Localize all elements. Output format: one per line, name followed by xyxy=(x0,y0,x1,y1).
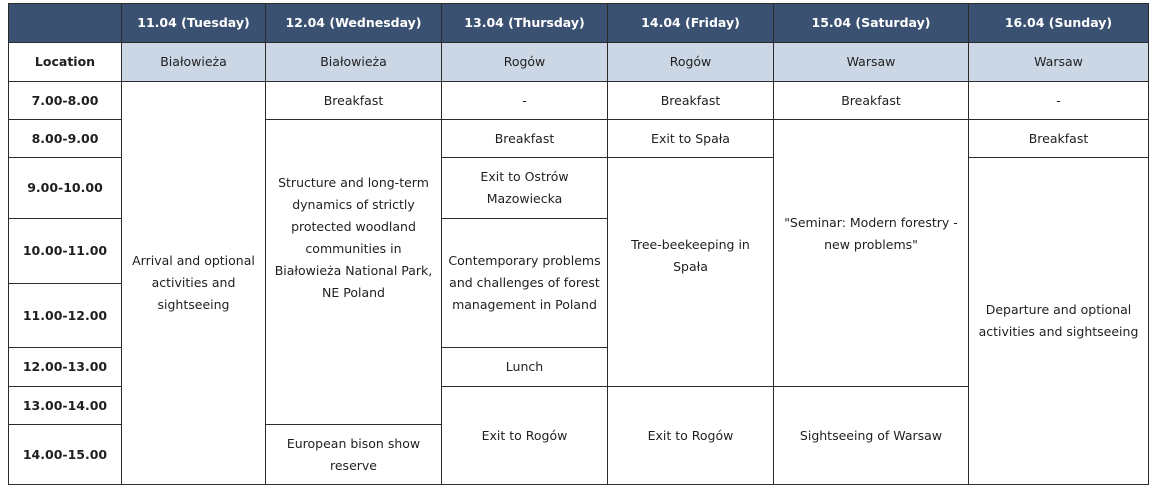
time-row-7 xyxy=(9,82,1149,120)
thursday-problems-cell: Contemporary problems and challenges of forest management in Poland xyxy=(442,219,608,348)
thursday-exit-ostrow-cell: Exit to Ostrów Mazowiecka xyxy=(442,158,608,219)
thursday-empty-cell: - xyxy=(442,82,608,120)
sunday-departure-cell: Departure and optional activities and sightseeing xyxy=(969,158,1149,485)
day-header-thursday: 13.04 (Thursday) xyxy=(442,4,608,43)
location-sunday: Warsaw xyxy=(969,43,1149,82)
thursday-lunch-cell: Lunch xyxy=(442,348,608,387)
day-header-friday: 14.04 (Friday) xyxy=(608,4,774,43)
day-header-sunday: 16.04 (Sunday) xyxy=(969,4,1149,43)
tuesday-arrival-cell: Arrival and optional activities and sightseeing xyxy=(122,82,266,485)
friday-beekeeping-cell: Tree-beekeeping in Spała xyxy=(608,158,774,387)
day-header-wednesday: 12.04 (Wednesday) xyxy=(266,4,442,43)
time-slot: 11.00-12.00 xyxy=(9,284,122,348)
saturday-sightseeing-cell: Sightseeing of Warsaw xyxy=(774,387,969,485)
sunday-breakfast-cell: Breakfast xyxy=(969,120,1149,158)
header-corner-cell xyxy=(9,4,122,43)
time-slot: 13.00-14.00 xyxy=(9,387,122,425)
time-slot: 7.00-8.00 xyxy=(9,82,122,120)
wednesday-bison-cell: European bison show reserve xyxy=(266,425,442,485)
location-thursday: Rogów xyxy=(442,43,608,82)
schedule-table xyxy=(8,3,1149,485)
time-slot: 10.00-11.00 xyxy=(9,219,122,284)
location-row xyxy=(9,43,1149,82)
time-slot: 12.00-13.00 xyxy=(9,348,122,387)
day-header-saturday: 15.04 (Saturday) xyxy=(774,4,969,43)
day-header-tuesday: 11.04 (Tuesday) xyxy=(122,4,266,43)
location-wednesday: Białowieża xyxy=(266,43,442,82)
saturday-breakfast-cell: Breakfast xyxy=(774,82,969,120)
friday-exit-spala-cell: Exit to Spała xyxy=(608,120,774,158)
sunday-empty-cell: - xyxy=(969,82,1149,120)
wednesday-lecture-cell: Structure and long-term dynamics of strictly protected woodland communities in Białowieża National Park, NE Poland xyxy=(266,120,442,425)
time-slot: 9.00-10.00 xyxy=(9,158,122,219)
saturday-seminar-cell: "Seminar: Modern forestry - new problems" xyxy=(774,120,969,387)
friday-breakfast-cell: Breakfast xyxy=(608,82,774,120)
location-label: Location xyxy=(9,43,122,82)
location-tuesday: Białowieża xyxy=(122,43,266,82)
wednesday-breakfast-cell: Breakfast xyxy=(266,82,442,120)
header-row xyxy=(9,4,1149,43)
thursday-breakfast-cell: Breakfast xyxy=(442,120,608,158)
location-friday: Rogów xyxy=(608,43,774,82)
time-slot: 14.00-15.00 xyxy=(9,425,122,485)
location-saturday: Warsaw xyxy=(774,43,969,82)
friday-exit-rogow-cell: Exit to Rogów xyxy=(608,387,774,485)
thursday-exit-rogow-cell: Exit to Rogów xyxy=(442,387,608,485)
time-slot: 8.00-9.00 xyxy=(9,120,122,158)
